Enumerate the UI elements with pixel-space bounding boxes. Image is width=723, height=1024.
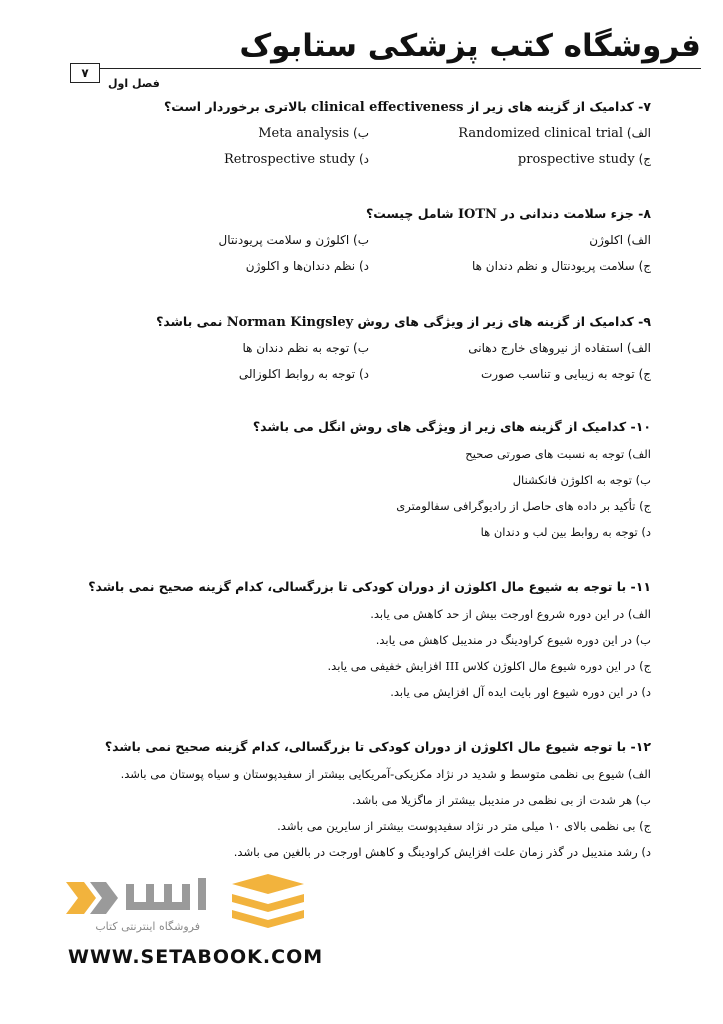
header-divider xyxy=(70,68,701,69)
option-c: ج) بی نظمی بالای ۱۰ میلی متر در نژاد سفیدپوست بیشتر از سایرین می باشد. xyxy=(277,819,651,833)
question-9 xyxy=(71,313,651,396)
question-7 xyxy=(71,98,651,181)
option-a: الف) Randomized clinical trial xyxy=(458,126,651,141)
option-d: د) رشد مندیبل در گذر زمان علت افزایش کراودینگ و کاهش اورجت در بالغین می باشد. xyxy=(233,845,651,859)
footer-url: WWW.SETABOOK.COM xyxy=(68,946,324,968)
chevrons-icon xyxy=(66,882,118,914)
question-11 xyxy=(88,578,651,710)
question-title: ۱۰- کدامیک از گزینه های زیر از ویژگی های روش انگل می باشد؟ xyxy=(252,419,651,434)
option-b: ب) Meta analysis xyxy=(258,126,369,141)
question-title: ۹- کدامیک از گزینه های زیر از ویژگی های روش Norman Kingsley نمی باشد؟ xyxy=(156,314,651,330)
option-b: ب) توجه به اکلوژن فانکشنال xyxy=(512,473,651,487)
setabook-logo xyxy=(60,870,310,940)
option-c: ج) تأکید بر داده های حاصل از رادیوگرافی سفالومتری xyxy=(396,499,651,513)
question-10 xyxy=(253,418,651,550)
book-stack-icon xyxy=(232,874,304,928)
option-d: د) نظم دندان‌ها و اکلوژن xyxy=(245,259,369,273)
option-a: الف) اکلوژن xyxy=(589,233,651,247)
option-a: الف) شیوع بی نظمی متوسط و شدید در نژاد مکزیکی-آمریکایی بیشتر از سفیدپوستان و سیاه پوستان می باشد. xyxy=(120,767,651,781)
option-b: ب) در این دوره شیوع کراودینگ در مندیبل کاهش می یابد. xyxy=(375,633,651,647)
option-d: د) Retrospective study xyxy=(223,152,369,167)
question-12 xyxy=(105,738,651,870)
option-a: الف) توجه به نسبت های صورتی صحیح xyxy=(465,447,651,461)
option-a: الف) استفاده از نیروهای خارج دهانی xyxy=(468,341,651,355)
chapter-label: فصل اول xyxy=(108,77,160,90)
question-title: ۱۱- با توجه به شیوع مال اکلوژن از دوران کودکی تا بزرگسالی، کدام گزینه صحیح نمی باشد؟ xyxy=(88,579,651,594)
option-b: ب) توجه به نظم دندان ها xyxy=(242,341,369,355)
option-b: ب) هر شدت از بی نظمی در مندیبل بیشتر از ماگزیلا می باشد. xyxy=(351,793,651,807)
option-c: ج) در این دوره شیوع مال اکلوژن کلاس III افزایش خفیفی می یابد. xyxy=(327,659,651,673)
question-title: ۷- کدامیک از گزینه های زیر از clinical effectiveness بالاتری برخوردار است؟ xyxy=(164,99,651,115)
question-title: ۱۲- با توجه شیوع مال اکلوژن از دوران کودکی تا بزرگسالی، کدام گزینه صحیح نمی باشد؟ xyxy=(104,739,651,754)
option-d: د) در این دوره شیوع اور بایت ایده آل افزایش می یابد. xyxy=(390,685,651,699)
header-title: فروشگاه کتب پزشکی ستابوک xyxy=(239,28,701,64)
option-b: ب) اکلوژن و سلامت پریودنتال xyxy=(218,233,369,247)
question-title: ۸- جزء سلامت دندانی در IOTN شامل چیست؟ xyxy=(366,206,651,222)
option-d: د) توجه به روابط بین لب و دندان ها xyxy=(480,525,651,539)
option-c: ج) prospective study xyxy=(517,152,651,167)
option-c: ج) سلامت پریودنتال و نظم دندان ها xyxy=(471,259,651,273)
question-8 xyxy=(71,205,651,288)
option-a: الف) در این دوره شروع اورجت بیش از حد کاهش می یابد. xyxy=(370,607,651,621)
option-c: ج) توجه به زیبایی و تناسب صورت xyxy=(481,367,651,381)
logo-tagline: فروشگاه اینترنتی کتاب xyxy=(95,920,200,933)
page-number: ۷ xyxy=(70,63,100,83)
option-d: د) توجه به روابط اکلوزالی xyxy=(238,367,369,381)
